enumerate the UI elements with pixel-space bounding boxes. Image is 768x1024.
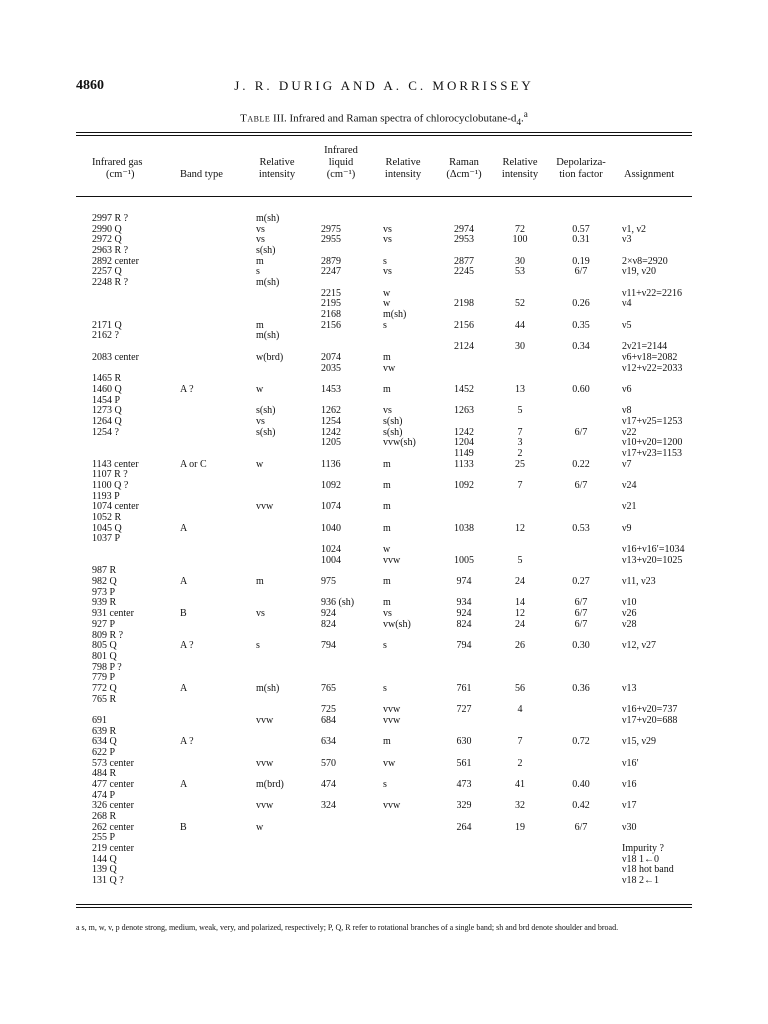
cell-assignment: Impurity ? <box>622 843 664 855</box>
cell-band-type: A <box>180 522 188 534</box>
cell-liquid-relative-intensity: m <box>383 351 391 363</box>
cell-raman: 264 <box>456 821 472 833</box>
cell-liquid-relative-intensity: s <box>383 682 387 694</box>
cell-ir-gas: 2997 R ? <box>92 213 129 224</box>
cell-liquid-relative-intensity: m <box>383 597 391 609</box>
cell-raman-relative-intensity: 14 <box>515 597 525 609</box>
cell-assignment: ν16 <box>622 779 637 791</box>
cell-ir-liquid: 725 <box>321 704 336 716</box>
cell-raman-relative-intensity: 5 <box>517 554 523 566</box>
cell-raman-relative-intensity: 7 <box>517 426 523 438</box>
cell-relative-intensity: m <box>256 319 264 331</box>
cell-raman-relative-intensity: 4 <box>517 704 523 716</box>
cell-assignment: ν16′ <box>622 757 639 769</box>
cell-depolarization: 0.40 <box>572 779 590 791</box>
col-header-line: Infrared gas <box>92 157 143 168</box>
cell-depolarization: 6/7 <box>574 426 588 438</box>
cell-raman: 1149 <box>454 447 474 459</box>
cell-assignment: ν17+ν23=1153 <box>622 447 682 459</box>
cell-raman: 2124 <box>454 341 474 353</box>
cell-liquid-relative-intensity: vs <box>383 405 392 417</box>
col-header-line: intensity <box>501 169 539 180</box>
cell-raman-relative-intensity: 52 <box>515 298 525 310</box>
cell-relative-intensity: s(sh) <box>256 405 276 417</box>
cell-relative-intensity: s <box>256 266 260 278</box>
cell-assignment: ν6+ν18=2082 <box>622 351 678 363</box>
cell-ir-liquid: 2879 <box>321 255 341 267</box>
cell-liquid-relative-intensity: m <box>383 458 391 470</box>
cell-depolarization: 0.19 <box>572 255 590 267</box>
cell-ir-gas: 931 center <box>92 608 134 620</box>
col-header-line: Band type <box>180 169 223 180</box>
cell-depolarization: 0.57 <box>572 223 590 235</box>
cell-liquid-relative-intensity: m <box>383 501 391 513</box>
cell-depolarization: 6/7 <box>574 821 588 833</box>
cell-band-type: A <box>180 576 188 588</box>
cell-ir-gas: 484 R <box>92 768 117 780</box>
cell-ir-gas: 144 Q <box>92 853 117 865</box>
cell-raman: 630 <box>456 736 472 748</box>
cell-depolarization: 0.72 <box>572 736 590 748</box>
cell-ir-gas: 973 P <box>92 586 116 598</box>
cell-raman: 824 <box>456 618 472 630</box>
cell-ir-gas: 474 P <box>92 789 116 801</box>
cell-ir-liquid: 1004 <box>321 554 341 566</box>
col-header-line: intensity <box>384 169 422 180</box>
cell-raman: 1263 <box>454 405 474 417</box>
cell-depolarization: 0.53 <box>572 522 590 534</box>
cell-depolarization: 0.30 <box>572 640 590 652</box>
cell-ir-gas: 131 Q ? <box>92 875 124 887</box>
cell-liquid-relative-intensity: m <box>383 480 391 491</box>
cell-liquid-relative-intensity: m(sh) <box>383 309 407 321</box>
cell-ir-liquid: 324 <box>321 800 336 812</box>
cell-raman: 934 <box>456 597 472 609</box>
col-header-line: Relative <box>385 157 421 168</box>
cell-ir-gas: 1465 R <box>92 373 122 385</box>
cell-ir-liquid: 2975 <box>321 223 341 235</box>
cell-relative-intensity: w <box>256 458 264 470</box>
cell-ir-liquid: 936 (sh) <box>321 597 355 609</box>
cell-raman-relative-intensity: 7 <box>517 736 523 748</box>
cell-depolarization: 6/7 <box>574 597 588 609</box>
cell-raman-relative-intensity: 30 <box>515 341 525 353</box>
cell-ir-gas: 801 Q <box>92 650 117 662</box>
cell-ir-gas: 255 P <box>92 832 116 844</box>
cell-liquid-relative-intensity: s(sh) <box>383 415 403 427</box>
cell-depolarization: 0.36 <box>572 682 590 694</box>
cell-liquid-relative-intensity: s <box>383 779 387 791</box>
cell-relative-intensity: vs <box>256 608 265 620</box>
cell-ir-liquid: 2074 <box>321 351 341 363</box>
cell-ir-gas: 765 R <box>92 693 117 705</box>
cell-liquid-relative-intensity: vw <box>383 362 396 374</box>
cell-ir-gas: 1273 Q <box>92 405 122 417</box>
cell-relative-intensity: m(brd) <box>256 779 284 791</box>
cell-ir-liquid: 1242 <box>321 426 341 438</box>
cell-ir-gas: 1143 center <box>92 458 139 470</box>
cell-assignment: ν16+ν16′=1034 <box>622 544 685 556</box>
cell-ir-liquid: 824 <box>321 618 336 630</box>
cell-ir-gas: 2083 center <box>92 351 139 363</box>
cell-liquid-relative-intensity: vvw <box>383 714 401 726</box>
cell-assignment: ν18 1←0 <box>622 853 660 865</box>
cell-ir-liquid: 975 <box>321 576 336 588</box>
cell-ir-gas: 573 center <box>92 757 134 769</box>
col-header-line: tion factor <box>559 169 603 180</box>
cell-relative-intensity: s <box>256 640 260 652</box>
cell-raman-relative-intensity: 13 <box>515 383 525 395</box>
cell-liquid-relative-intensity: w <box>383 298 391 310</box>
cell-band-type: B <box>180 821 187 833</box>
cell-raman: 727 <box>456 704 472 716</box>
table-caption: Table III. Infrared and Raman spectra of chlorocyclobutane-$d_4.^a$ <box>240 109 528 127</box>
cell-ir-liquid: 1040 <box>321 522 341 534</box>
cell-liquid-relative-intensity: m <box>383 736 391 748</box>
cell-raman-relative-intensity: 2 <box>517 447 523 459</box>
cell-ir-liquid: 1453 <box>321 383 341 395</box>
cell-relative-intensity: w(brd) <box>256 351 284 363</box>
cell-raman: 1038 <box>454 522 474 534</box>
cell-assignment: ν16+ν20=737 <box>622 704 678 716</box>
cell-relative-intensity: m <box>256 576 264 588</box>
cell-raman: 2245 <box>454 266 474 278</box>
cell-assignment: ν12+ν22=2033 <box>622 362 683 374</box>
cell-assignment: ν17 <box>622 800 637 812</box>
cell-ir-gas: 987 R <box>92 565 117 577</box>
cell-assignment: ν9 <box>622 522 632 534</box>
cell-assignment: ν17+ν20=688 <box>622 714 678 726</box>
cell-raman: 2198 <box>454 298 474 310</box>
cell-raman-relative-intensity: 12 <box>515 522 525 534</box>
cell-band-type: A ? <box>180 640 194 652</box>
cell-ir-gas: 639 R <box>92 725 117 737</box>
cell-ir-gas: 2248 R ? <box>92 277 129 289</box>
cell-relative-intensity: m(sh) <box>256 682 280 694</box>
cell-liquid-relative-intensity: vs <box>383 234 392 246</box>
cell-assignment: ν18 2←1 <box>622 875 660 887</box>
cell-relative-intensity: vvw <box>256 714 274 726</box>
cell-depolarization: 0.31 <box>572 234 590 246</box>
table-label: Table <box>240 112 271 125</box>
cell-assignment: ν28 <box>622 618 637 630</box>
cell-raman: 561 <box>456 757 472 769</box>
cell-ir-liquid: 2168 <box>321 309 341 321</box>
cell-relative-intensity: vs <box>256 223 265 235</box>
cell-ir-liquid: 2955 <box>321 234 341 246</box>
bottom-rule-2 <box>76 907 692 908</box>
cell-raman-relative-intensity: 25 <box>515 458 525 470</box>
cell-liquid-relative-intensity: vs <box>383 223 392 235</box>
cell-assignment: 2×ν8=2920 <box>622 255 668 267</box>
cell-ir-liquid: 1092 <box>321 480 341 491</box>
cell-ir-gas: 2257 Q <box>92 266 122 278</box>
cell-ir-gas: 139 Q <box>92 864 117 876</box>
cell-assignment: ν1, ν2 <box>622 223 647 235</box>
cell-raman: 1452 <box>454 383 474 395</box>
cell-ir-gas: 809 R ? <box>92 629 124 641</box>
cell-ir-gas: 798 P ? <box>92 661 122 673</box>
col-header-line: Relative <box>259 157 295 168</box>
cell-band-type: A ? <box>180 383 194 395</box>
cell-assignment: ν30 <box>622 821 637 833</box>
cell-ir-liquid: 1205 <box>321 437 341 449</box>
col-header-line: (cm⁻¹) <box>106 169 135 180</box>
caption-subscript: 4 <box>516 116 522 127</box>
cell-raman: 761 <box>456 682 472 694</box>
col-header-line: Relative <box>502 157 538 168</box>
cell-liquid-relative-intensity: w <box>383 287 391 299</box>
col-header-line: Depolariza- <box>556 157 606 168</box>
cell-raman: 1204 <box>454 437 474 449</box>
cell-assignment: ν12, ν27 <box>622 640 657 652</box>
cell-relative-intensity: s(sh) <box>256 426 276 438</box>
cell-raman-relative-intensity: 19 <box>515 821 525 833</box>
cell-ir-gas: 2972 Q <box>92 234 122 246</box>
cell-ir-liquid: 765 <box>321 682 336 694</box>
cell-assignment: ν11+ν22=2216 <box>622 287 682 299</box>
cell-liquid-relative-intensity: s <box>383 640 387 652</box>
cell-ir-gas: 477 center <box>92 779 134 791</box>
cell-ir-gas: 262 center <box>92 821 134 833</box>
col-header-line: Raman <box>449 157 479 168</box>
cell-ir-gas: 1264 Q <box>92 415 122 427</box>
cell-liquid-relative-intensity: vvw(sh) <box>383 437 416 449</box>
cell-raman-relative-intensity: 3 <box>517 437 523 449</box>
cell-assignment: 2ν21=2144 <box>622 341 668 353</box>
cell-raman: 2877 <box>454 255 474 267</box>
cell-depolarization: 0.35 <box>572 319 590 331</box>
cell-liquid-relative-intensity: vs <box>383 608 392 620</box>
cell-assignment: ν13+ν20=1025 <box>622 554 683 566</box>
cell-raman: 924 <box>456 608 472 620</box>
cell-assignment: ν5 <box>622 319 632 331</box>
cell-raman: 1242 <box>454 426 474 438</box>
cell-raman: 329 <box>456 800 472 812</box>
cell-relative-intensity: w <box>256 383 264 395</box>
cell-liquid-relative-intensity: vvw <box>383 554 401 566</box>
cell-raman: 473 <box>456 779 472 791</box>
cell-raman-relative-intensity: 26 <box>515 640 525 652</box>
cell-raman: 2953 <box>454 234 474 246</box>
cell-ir-liquid: 924 <box>321 608 336 620</box>
cell-relative-intensity: w <box>256 821 264 833</box>
cell-raman-relative-intensity: 100 <box>512 234 528 246</box>
cell-liquid-relative-intensity: vw <box>383 757 396 769</box>
cell-ir-gas: 1193 P <box>92 490 120 502</box>
cell-ir-gas: 2963 R ? <box>92 245 129 257</box>
cell-liquid-relative-intensity: vw(sh) <box>383 618 411 630</box>
cell-ir-liquid: 2156 <box>321 319 341 331</box>
cell-depolarization: 0.60 <box>572 383 590 395</box>
cell-ir-liquid: 1262 <box>321 405 341 417</box>
cell-ir-liquid: 1024 <box>321 544 341 556</box>
cell-liquid-relative-intensity: m <box>383 576 391 588</box>
cell-ir-gas: 219 center <box>92 843 134 855</box>
cell-raman-relative-intensity: 2 <box>517 757 523 769</box>
cell-relative-intensity: vvw <box>256 757 274 769</box>
cell-relative-intensity: vvw <box>256 501 274 513</box>
cell-relative-intensity: s(sh) <box>256 245 276 257</box>
cell-ir-liquid: 794 <box>321 640 336 652</box>
cell-assignment: ν21 <box>622 501 637 513</box>
cell-ir-liquid: 1074 <box>321 501 341 513</box>
cell-raman-relative-intensity: 72 <box>515 223 525 235</box>
cell-ir-gas: 326 center <box>92 800 134 812</box>
cell-depolarization: 0.34 <box>572 341 590 353</box>
cell-ir-gas: 1100 Q ? <box>92 480 129 491</box>
cell-depolarization: 0.22 <box>572 458 590 470</box>
cell-raman-relative-intensity: 41 <box>515 779 525 791</box>
cell-liquid-relative-intensity: vvw <box>383 800 401 812</box>
cell-depolarization: 0.26 <box>572 298 590 310</box>
cell-raman-relative-intensity: 32 <box>515 800 525 812</box>
cell-liquid-relative-intensity: vvw <box>383 704 401 716</box>
cell-depolarization: 6/7 <box>574 608 588 620</box>
col-header-line: intensity <box>258 169 296 180</box>
col-header-line: liquid <box>328 157 354 168</box>
cell-raman-relative-intensity: 44 <box>515 319 525 331</box>
cell-assignment: ν8 <box>622 405 632 417</box>
cell-ir-gas: 2162 ? <box>92 330 119 342</box>
cell-ir-liquid: 1136 <box>321 458 341 470</box>
cell-assignment: ν19, ν20 <box>622 266 657 278</box>
cell-raman-relative-intensity: 7 <box>517 480 523 491</box>
cell-ir-liquid: 2035 <box>321 362 341 374</box>
cell-band-type: A <box>180 779 188 791</box>
cell-assignment: ν15, ν29 <box>622 736 657 748</box>
cell-raman: 794 <box>456 640 472 652</box>
cell-ir-gas: 1454 P <box>92 394 121 406</box>
cell-raman: 1133 <box>454 458 474 470</box>
cell-liquid-relative-intensity: s(sh) <box>383 426 403 438</box>
cell-liquid-relative-intensity: vs <box>383 266 392 278</box>
cell-ir-gas: 982 Q <box>92 576 117 588</box>
cell-ir-gas: 268 R <box>92 811 117 823</box>
cell-ir-gas: 1052 R <box>92 512 122 524</box>
cell-raman-relative-intensity: 24 <box>515 576 525 588</box>
cell-relative-intensity: m(sh) <box>256 213 280 224</box>
cell-relative-intensity: m <box>256 255 264 267</box>
cell-assignment: ν24 <box>622 480 637 491</box>
cell-ir-liquid: 1254 <box>321 415 341 427</box>
cell-ir-liquid: 634 <box>321 736 336 748</box>
cell-raman: 2156 <box>454 319 474 331</box>
cell-ir-liquid: 474 <box>321 779 336 791</box>
cell-assignment: ν6 <box>622 383 632 395</box>
cell-raman: 974 <box>456 576 472 588</box>
cell-ir-gas: 2990 Q <box>92 223 122 235</box>
cell-assignment: ν11, ν23 <box>622 576 656 588</box>
page-number: 4860 <box>76 78 104 93</box>
cell-ir-liquid: 2215 <box>321 287 341 299</box>
cell-ir-gas: 939 R <box>92 597 117 609</box>
cell-ir-liquid: 570 <box>321 757 336 769</box>
cell-ir-gas: 1460 Q <box>92 383 122 395</box>
cell-assignment: ν18 hot band <box>622 864 674 876</box>
cell-depolarization: 0.42 <box>572 800 590 812</box>
caption-text: III. Infrared and Raman spectra of chlorocyclobutane-d <box>273 112 517 125</box>
cell-raman-relative-intensity: 53 <box>515 266 525 278</box>
cell-assignment: ν4 <box>622 298 632 310</box>
cell-assignment: ν22 <box>622 426 637 438</box>
cell-ir-liquid: 684 <box>321 714 336 726</box>
cell-relative-intensity: vvw <box>256 800 274 812</box>
cell-raman-relative-intensity: 12 <box>515 608 525 620</box>
cell-raman: 2974 <box>454 223 474 235</box>
cell-ir-gas: 1254 ? <box>92 426 119 438</box>
cell-ir-gas: 634 Q <box>92 736 117 748</box>
cell-assignment: ν3 <box>622 234 632 246</box>
col-header-line: (cm⁻¹) <box>326 169 356 180</box>
cell-ir-gas: 772 Q <box>92 682 117 694</box>
cell-ir-gas: 1037 P <box>92 533 121 545</box>
cell-depolarization: 6/7 <box>574 266 588 278</box>
cell-relative-intensity: vs <box>256 234 265 246</box>
cell-ir-liquid: 2247 <box>321 266 341 278</box>
cell-assignment: ν17+ν25=1253 <box>622 415 683 427</box>
table-footnote: a s, m, w, v, p denote strong, medium, weak, very, and polarized, respectively; P, Q, R refer to rotational branches of a single band; sh and brd denote shoulder and broad. <box>76 923 619 932</box>
cell-relative-intensity: m(sh) <box>256 277 280 289</box>
cell-band-type: A ? <box>180 736 194 748</box>
cell-ir-gas: 622 P <box>92 747 116 758</box>
cell-relative-intensity: vs <box>256 415 265 427</box>
cell-band-type: B <box>180 608 187 620</box>
running-head-authors: J. R. DURIG AND A. C. MORRISSEY <box>234 78 534 93</box>
cell-assignment: ν10+ν20=1200 <box>622 437 683 449</box>
cell-liquid-relative-intensity: m <box>383 522 391 534</box>
cell-ir-gas: 2171 Q <box>92 319 122 331</box>
cell-ir-liquid: 2195 <box>321 298 341 310</box>
cell-assignment: ν26 <box>622 608 637 620</box>
col-header-line: (Δcm⁻¹) <box>446 169 482 180</box>
cell-liquid-relative-intensity: w <box>383 544 391 556</box>
cell-depolarization: 0.27 <box>572 576 590 588</box>
cell-ir-gas: 779 P <box>92 672 116 684</box>
cell-ir-gas: 1074 center <box>92 501 139 513</box>
caption-footnote-mark: a <box>523 109 528 119</box>
cell-raman-relative-intensity: 24 <box>515 618 525 630</box>
cell-ir-gas: 1045 Q <box>92 522 122 534</box>
cell-liquid-relative-intensity: s <box>383 319 387 331</box>
cell-assignment: ν10 <box>622 597 637 609</box>
col-header-line: Infrared <box>324 145 358 156</box>
cell-ir-gas: 1107 R ? <box>92 469 128 481</box>
cell-raman-relative-intensity: 5 <box>517 405 523 417</box>
cell-raman-relative-intensity: 56 <box>515 682 525 694</box>
cell-relative-intensity: m(sh) <box>256 330 280 342</box>
col-header-line: Assignment <box>624 169 675 180</box>
cell-depolarization: 6/7 <box>574 480 588 491</box>
cell-ir-gas: 2892 center <box>92 255 139 267</box>
cell-liquid-relative-intensity: s <box>383 255 387 267</box>
cell-raman: 1092 <box>454 480 474 491</box>
cell-raman-relative-intensity: 30 <box>515 255 525 267</box>
cell-raman: 1005 <box>454 554 474 566</box>
bottom-rule-1 <box>76 904 692 905</box>
cell-band-type: A or C <box>180 458 207 470</box>
cell-ir-gas: 927 P <box>92 618 116 630</box>
cell-assignment: ν13 <box>622 682 637 694</box>
cell-ir-gas: 805 Q <box>92 640 117 652</box>
cell-assignment: ν7 <box>622 458 632 470</box>
cell-liquid-relative-intensity: m <box>383 383 391 395</box>
cell-depolarization: 6/7 <box>574 618 588 630</box>
cell-ir-gas: 691 <box>92 714 107 726</box>
cell-band-type: A <box>180 682 188 694</box>
